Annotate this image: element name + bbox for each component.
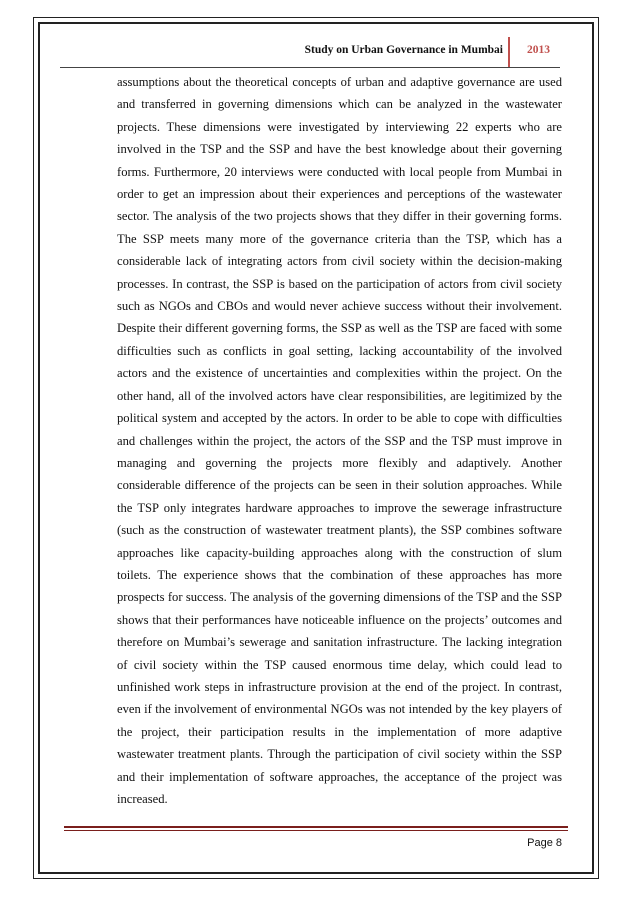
header-divider: [508, 37, 510, 67]
body-paragraph: assumptions about the theoretical concepts of urban and adaptive governance are used and transferred in governing dimensions which can be analyzed in the wastewater projects. These dimensions were investigated by interviewing 22 experts who are involved in the TSP and the SSP and have the best knowledge about their governing forms. Furthermore, 20 interviews were conducted with local people from Mumbai in order to get an impression about their experiences and perceptions of the wastewater sector. The analysis of the two projects shows that they differ in their governing forms. The SSP meets many more of the governance criteria than the TSP, which has a considerable lack of integrating actors from civil society within the decision-making processes. In contrast, the SSP is based on the participation of actors from civil society such as NGOs and CBOs and would never achieve success without their involvement. Despite their different governing forms, the SSP as well as the TSP are faced with some difficulties such as conflicts in goal setting, lacking accountability of the involved actors and the existence of uncertainties and complexities within the project. On the other hand, all of the involved actors have clear responsibilities, are legitimized by the political system and accepted by the actors. In order to be able to cope with difficulties and challenges within the project, the actors of the SSP and the TSP must improve in managing and governing the projects more flexibly and adaptively. Another considerable difference of the projects can be seen in their solution approaches. While the TSP only integrates hardware approaches to improve the sewerage infrastructure (such as the construction of wastewater treatment plants), the SSP combines software approaches like capacity-building approaches along with the construction of slum toilets. The experience shows that the combination of these approaches has more prospects for success. The analysis of the governing dimensions of the TSP and the SSP shows that their performances have noticeable influence on the projects’ outcomes and therefore on Mumbai’s sewerage and sanitation infrastructure. The lacking integration of civil society within the TSP caused enormous time delay, which could lead to unfinished work steps in infrastructure provision at the end of the project. In contrast, even if the involvement of environmental NGOs was not intended by the key players of the project, their participation results in the implementation of more adaptive wastewater treatment plants. Through the participation of civil society within the SSP and their implementation of software approaches, the acceptance of the project was increased.: [117, 75, 562, 806]
page-number: Page 8: [527, 837, 562, 849]
page-header: [60, 37, 560, 67]
footer-rule-bottom: [64, 830, 568, 831]
header-rule: [60, 67, 560, 68]
header-year: 2013: [527, 44, 550, 56]
footer-rule-top: [64, 826, 568, 828]
header-title: Study on Urban Governance in Mumbai: [304, 44, 503, 56]
